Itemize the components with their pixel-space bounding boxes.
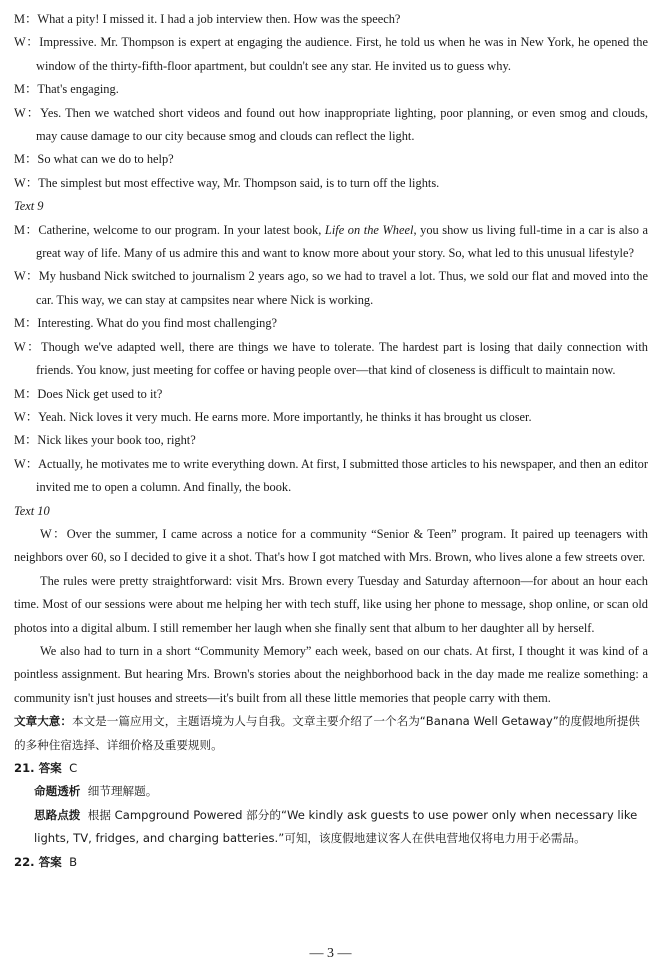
dialogue-line: W：My husband Nick switched to journalism 2 years ago, so we had to travel a lot. Thus, we sold our flat and moved into the car. This way, we can stay at campsites near where Nick is working. (14, 269, 648, 307)
page-number: — 3 — (309, 946, 352, 961)
dialogue-line: W：Yes. Then we watched short videos and found out how inappropriate lighting, poor planning, or even smog and clouds, may cause damage to our city because smog and clouds can reflect the light. (14, 105, 648, 144)
text10-monologue (14, 523, 648, 710)
paragraph: W：Over the summer, I came across a notice for a community “Senior & Teen” program. It paired up teenagers with neighbors over 60, so I decided to give it a shot. That's how I got matched with Mrs. Brown, who lives alone a few streets over. (14, 526, 648, 565)
dialogue-line: M：Nick likes your book too, right? (14, 433, 196, 448)
dialogue-line: W：Actually, he motivates me to write everything down. At first, I submitted those articles to his newspaper, and then an editor invited me to open a column. And finally, the book. (14, 456, 648, 495)
dialogue-line: W：Yeah. Nick loves it very much. He earns more. More importantly, he thinks it has brought us closer. (14, 409, 532, 424)
summary-label: 文章大意： (14, 714, 72, 729)
dialogue-line: M：That's engaging. (14, 82, 119, 97)
paragraph: The rules were pretty straightforward: visit Mrs. Brown every Tuesday and Saturday afternoon—for about an hour each time. Most of our sessions were about me helping her with tech stuff, like using her phone to message, shop online, or scan old photos into a digital album. I still remember her laugh when she finally sent that album to her daughter all by herself. (14, 573, 648, 635)
text10-label: Text 10 (14, 503, 50, 518)
q21-tip: 思路点拨 根据 Campground Powered 部分的“We kindly ask guests to use power only when necessary like lights, TV, fridges, and charging batteries.”可知，该度假地建议客人在供电营地仅将电力用于必需品。 (34, 807, 638, 846)
q22-answer: 22. 答案 B (14, 854, 78, 869)
dialogue-line: M：Does Nick get used to it? (14, 386, 163, 401)
dialogue-line: M：What a pity! I missed it. I had a job interview then. How was the speech? (14, 12, 401, 26)
document-page (14, 8, 648, 874)
text9-label: Text 9 (14, 199, 44, 214)
summary-text: 本文是一篇应用文，主题语境为人与自我。文章主要介绍了一个名为“Banana Well Getaway”的度假地所提供的多种住宿选择、详细价格及重要规则。 (14, 714, 640, 752)
dialogue-line: M：Interesting. What do you find most challenging? (14, 316, 278, 331)
dialogue-line: M：Catherine, welcome to our program. In your latest book, Life on the Wheel, you show us living full-time in a car is also a great way of life. Many of us admire this and want to know more about your story. So, what led to this unusual lifestyle? (14, 222, 648, 261)
summary (14, 710, 648, 757)
q21-answer: 21. 答案 C (14, 761, 78, 775)
text9-dialogue (14, 219, 648, 500)
dialogue-line: W：Impressive. Mr. Thompson is expert at engaging the audience. First, he told us when he was in New York, he opened the window of the thirty-fifth-floor apartment, but couldn't see any star. He invited us to guess why. (14, 35, 648, 73)
q21-analysis: 命题透析 细节理解题。 (34, 784, 158, 799)
text8-dialogue (14, 8, 648, 195)
dialogue-line: W：Though we've adapted well, there are things we have to tolerate. The hardest part is losing that daily connection with friends. You know, just meeting for coffee or having people over—that kind of closeness is difficult to maintain now. (14, 339, 648, 378)
dialogue-line: W：The simplest but most effective way, Mr. Thompson said, is to turn off the lights. (14, 175, 440, 190)
book-title: Life on the Wheel (324, 222, 414, 237)
paragraph: We also had to turn in a short “Community Memory” each week, based on our chats. At first, I thought it was kind of a pointless assignment. But hearing Mrs. Brown's stories about the neighborhood back in the day made me realize something: a community isn't just houses and streets—it's built from all these little memories that people carry with them. (14, 643, 648, 705)
dialogue-line: M：So what can we do to help? (14, 152, 174, 167)
